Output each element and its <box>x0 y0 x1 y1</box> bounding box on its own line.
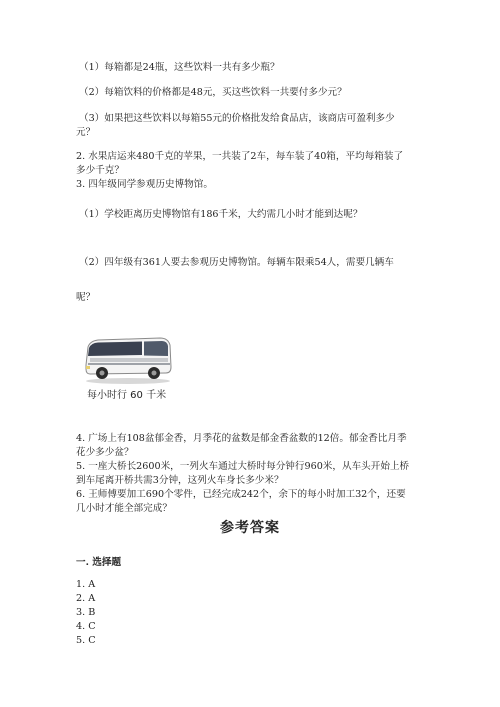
answer-section-heading: 一. 选择题 <box>76 557 122 568</box>
answer-item: 5. C <box>76 635 96 646</box>
bus-icon <box>82 333 174 385</box>
question-3-2-line2: 呢？ <box>76 292 96 303</box>
question-5-line1: 5. 一座大桥长2600米，一列火车通过大桥时每分钟行960米，从车头开始上桥 <box>76 461 410 472</box>
answer-item: 4. C <box>76 621 96 632</box>
question-1-3-line2: 元？ <box>76 127 96 138</box>
answer-item: 2. A <box>76 593 96 604</box>
question-3-1: （1）学校距离历史博物馆有186千米，大约需几小时才能到达呢？ <box>79 209 363 220</box>
question-6-line2: 几小时才能全部完成？ <box>76 503 172 514</box>
answer-item: 3. B <box>76 607 96 618</box>
question-1-2: （2）每箱饮料的价格都是48元，买这些饮料一共要付多少元？ <box>79 87 347 98</box>
question-3: 3. 四年级同学参观历史博物馆。 <box>76 179 213 190</box>
question-4-line2: 花少多少盆？ <box>76 447 134 458</box>
question-4-line1: 4. 广场上有108盆郁金香，月季花的盆数是郁金香盆数的12倍。郁金香比月季 <box>76 433 407 444</box>
question-2-line2: 多少千克？ <box>76 165 124 176</box>
question-1-3-line1: （3）如果把这些饮料以每箱55元的价格批发给食品店，该商店可盈利多少 <box>79 113 395 124</box>
answer-title: 参考答案 <box>220 520 280 536</box>
question-3-2-line1: （2）四年级有361人要去参观历史博物馆。每辆车限乘54人，需要几辆车 <box>79 257 394 268</box>
question-5-line2: 到车尾离开桥共需3分钟，这列火车身长多少米？ <box>76 475 284 486</box>
bus-image <box>82 333 174 385</box>
question-2-line1: 2. 水果店运来480千克的苹果，一共装了2车，每车装了40箱，平均每箱装了 <box>76 151 404 162</box>
answer-item: 1. A <box>76 579 96 590</box>
bus-caption: 每小时行 60 千米 <box>87 390 167 401</box>
question-1-1: （1）每箱都是24瓶，这些饮料一共有多少瓶？ <box>79 62 280 73</box>
question-6-line1: 6. 王师傅要加工690个零件，已经完成242个，余下的每小时加工32个，还要 <box>76 489 406 500</box>
